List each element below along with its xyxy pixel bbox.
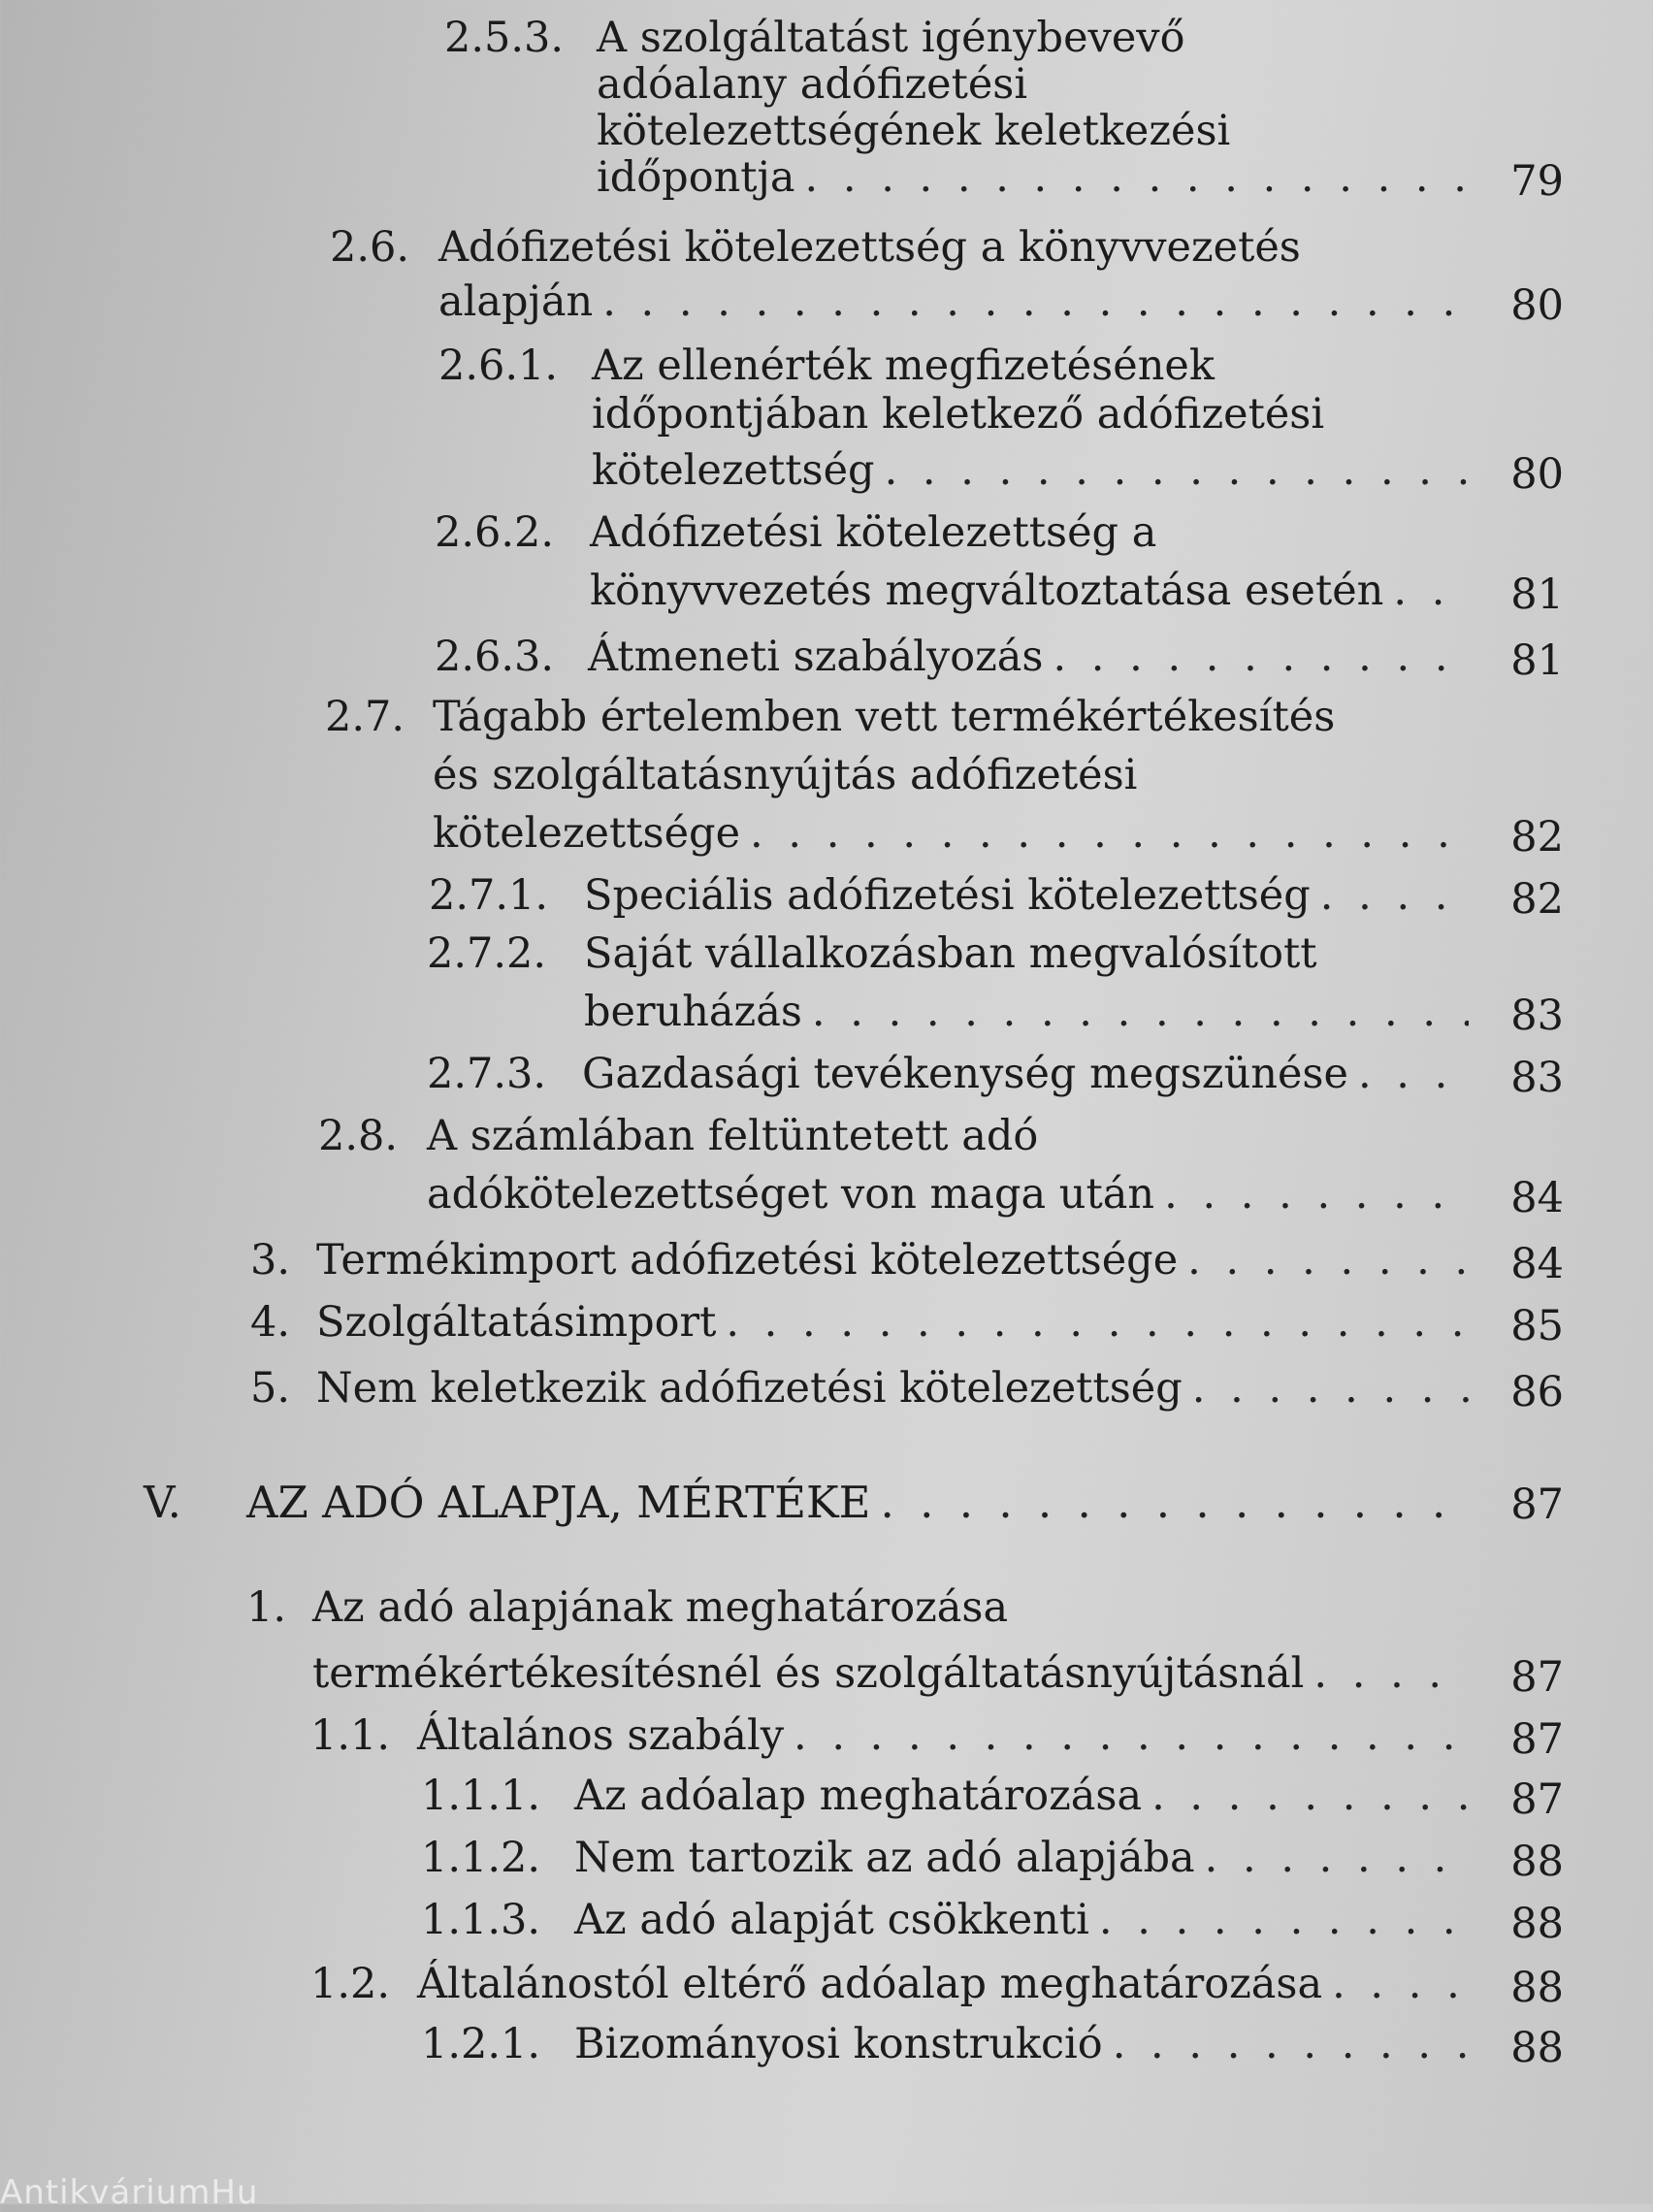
toc-entry-title-line (584, 988, 1476, 1036)
toc-entry-title-text: Termékimport adófizetési kötelezettsége (316, 1236, 1179, 1285)
toc-entry-title-text: kötelezettség (592, 446, 875, 495)
toc-entry-page-number: 88 (1510, 1838, 1564, 1886)
toc-entry-title-text: Nem keletkezik adófizetési kötelezettség (316, 1364, 1183, 1413)
toc-entry-title-line (246, 1477, 1476, 1528)
toc-entry-number: 2.5.3. (444, 14, 565, 62)
toc-entry-number: 2.7. (325, 693, 405, 741)
toc-entry-title-text: alapján (438, 277, 594, 326)
toc-entry-title-line (312, 1649, 1476, 1698)
toc-entry-number: 2.6.2. (435, 508, 555, 557)
toc-entry-page-number: 81 (1510, 636, 1564, 685)
dot-leader (1151, 1775, 1469, 1817)
dot-leader (1053, 636, 1469, 678)
toc-entry-title-text: Általánostól eltérő adóalap meghatározása (417, 1960, 1323, 2008)
toc-entry-title-text: Gazdasági tevékenység megszünése (582, 1050, 1348, 1098)
toc-entry-number: 2.7.2. (427, 929, 547, 978)
toc-entry-title-text: Speciális adófizetési kötelezettség (584, 871, 1311, 920)
toc-entry-page-number: 82 (1510, 813, 1564, 862)
toc-entry-page-number: 84 (1510, 1174, 1564, 1222)
toc-entry-title-text: Általános szabály (417, 1711, 784, 1760)
toc-entry-title-text: időpontja (597, 153, 795, 202)
toc-entry-page-number: 85 (1510, 1302, 1564, 1350)
dot-leader (1320, 875, 1469, 917)
toc-entry-page-number: 87 (1510, 1480, 1564, 1529)
toc-entry-number: 2.7.1. (429, 871, 549, 920)
dot-leader (881, 1480, 1470, 1524)
dot-leader (750, 813, 1469, 855)
dot-leader (726, 1302, 1469, 1344)
toc-entry-title-line: és szolgáltatásnyújtás adófizetési (433, 751, 1138, 799)
dot-leader (885, 450, 1469, 492)
toc-entry-page-number: 81 (1510, 570, 1564, 619)
toc-entry-title-line (574, 1834, 1476, 1882)
dot-leader (1187, 1240, 1469, 1282)
toc-entry-title-text: adókötelezettséget von maga után (427, 1170, 1155, 1219)
toc-entry-page-number: 87 (1510, 1775, 1564, 1824)
dot-leader (812, 992, 1469, 1033)
toc-entry-page-number: 80 (1510, 281, 1564, 330)
toc-entry-page-number: 79 (1510, 157, 1564, 206)
toc-entry-title-line: Az ellenérték megfizetésének (592, 342, 1215, 390)
dot-leader (1164, 1174, 1469, 1216)
dot-leader (1332, 1964, 1469, 2005)
toc-entry-number: 2.6. (330, 223, 410, 272)
toc-entry-title-line: Adófizetési kötelezettség a (590, 508, 1157, 557)
toc-entry-title-line: Tágabb értelemben vett termékértékesítés (433, 693, 1336, 741)
dot-leader (602, 281, 1469, 323)
toc-entry-page-number: 87 (1510, 1715, 1564, 1764)
toc-entry-title-text: Az adó alapját csökkenti (574, 1896, 1089, 1944)
toc-entry-title-text: könyvvezetés megváltoztatása esetén (590, 567, 1384, 615)
toc-entry-number: 4. (250, 1298, 291, 1347)
toc-entry-title-text: Az adóalap meghatározása (574, 1772, 1143, 1820)
toc-entry-title-line (597, 153, 1476, 202)
toc-entry-title-text: Szolgáltatásimport (316, 1298, 717, 1347)
toc-entry-title-line (590, 567, 1476, 615)
dot-leader (1205, 1838, 1469, 1879)
toc-entry-number: 1.2. (310, 1960, 391, 2008)
toc-entry-title-line: kötelezettségének keletkezési (597, 107, 1231, 155)
toc-entry-number: 1.1.1. (421, 1772, 541, 1820)
dot-leader (1192, 1368, 1469, 1410)
toc-entry-page-number: 88 (1510, 1964, 1564, 2012)
toc-entry-title-line (417, 1711, 1476, 1760)
toc-entry-title-line: A számlában feltüntetett adó (427, 1112, 1039, 1160)
dot-leader (1358, 1054, 1469, 1095)
toc-entry-number: 2.7.3. (427, 1050, 547, 1098)
toc-entry-number: 1.1.2. (421, 1834, 541, 1882)
toc-entry-page-number: 88 (1510, 2024, 1564, 2072)
toc-entry-title-line: Adófizetési kötelezettség a könyvvezetés (438, 223, 1301, 272)
toc-entry-title-line: adóalany adófizetési (597, 60, 1028, 109)
toc-entry-title-line (316, 1236, 1476, 1285)
toc-entry-title-line (316, 1364, 1476, 1413)
toc-entry-number: 5. (250, 1364, 291, 1413)
toc-entry-page-number: 80 (1510, 450, 1564, 499)
toc-entry-title-line: A szolgáltatást igénybevevő (597, 14, 1185, 62)
dot-leader (1313, 1653, 1469, 1695)
toc-entry-page-number: 86 (1510, 1368, 1564, 1416)
toc-entry-page-number: 82 (1510, 875, 1564, 924)
toc-entry-title-text: AZ ADÓ ALAPJA, MÉRTÉKE (246, 1477, 871, 1528)
toc-entry-title-line (438, 277, 1476, 326)
toc-entry-title-text: kötelezettsége (433, 809, 741, 858)
toc-entry-title-line (574, 1896, 1476, 1944)
toc-entry-page-number: 84 (1510, 1240, 1564, 1288)
toc-entry-title-line (433, 809, 1476, 858)
dot-leader (1099, 1900, 1469, 1941)
dot-leader (805, 157, 1469, 199)
dot-leader (794, 1715, 1469, 1757)
toc-entry-number: 2.6.1. (438, 342, 559, 390)
toc-entry-title-line (574, 2020, 1476, 2068)
toc-entry-title-text: Átmeneti szabályozás (588, 633, 1044, 681)
toc-entry-page-number: 87 (1510, 1653, 1564, 1702)
toc-entry-number: 2.8. (318, 1112, 399, 1160)
toc-entry-page-number: 83 (1510, 1054, 1564, 1102)
toc-entry-number: 1.1. (310, 1711, 391, 1760)
toc-entry-title-line (316, 1298, 1476, 1347)
toc-entry-title-line (584, 871, 1476, 920)
toc-entry-title-line (582, 1050, 1476, 1098)
toc-entry-number: 1. (246, 1583, 287, 1632)
toc-entry-page-number: 88 (1510, 1900, 1564, 1948)
toc-entry-title-line: időpontjában keletkező adófizetési (592, 390, 1325, 439)
toc-entry-number: 1.1.3. (421, 1896, 541, 1944)
toc-entry-title-text: termékértékesítésnél és szolgáltatásnyújtásnál (312, 1649, 1305, 1698)
toc-entry-title-line: Az adó alapjának meghatározása (312, 1583, 1009, 1632)
toc-entry-title-text: Bizományosi konstrukció (574, 2020, 1103, 2068)
toc-entry-title-line: Saját vállalkozásban megvalósított (584, 929, 1317, 978)
toc-entry-title-text: Nem tartozik az adó alapjába (574, 1834, 1195, 1882)
toc-entry-title-line (574, 1772, 1476, 1820)
toc-entry-title-line (592, 446, 1476, 495)
toc-entry-number: V. (144, 1477, 181, 1528)
dot-leader (1393, 570, 1469, 612)
toc-entry-title-line (427, 1170, 1476, 1219)
toc-entry-number: 3. (250, 1236, 291, 1285)
toc-entry-title-text: beruházás (584, 988, 802, 1036)
toc-entry-page-number: 83 (1510, 992, 1564, 1040)
toc-entry-number: 1.2.1. (421, 2020, 541, 2068)
toc-entry-title-line (588, 633, 1476, 681)
dot-leader (1113, 2024, 1469, 2066)
toc-entry-title-line (417, 1960, 1476, 2008)
toc-entry-number: 2.6.3. (435, 633, 555, 681)
watermark: AntikváriumHu (0, 2173, 259, 2212)
